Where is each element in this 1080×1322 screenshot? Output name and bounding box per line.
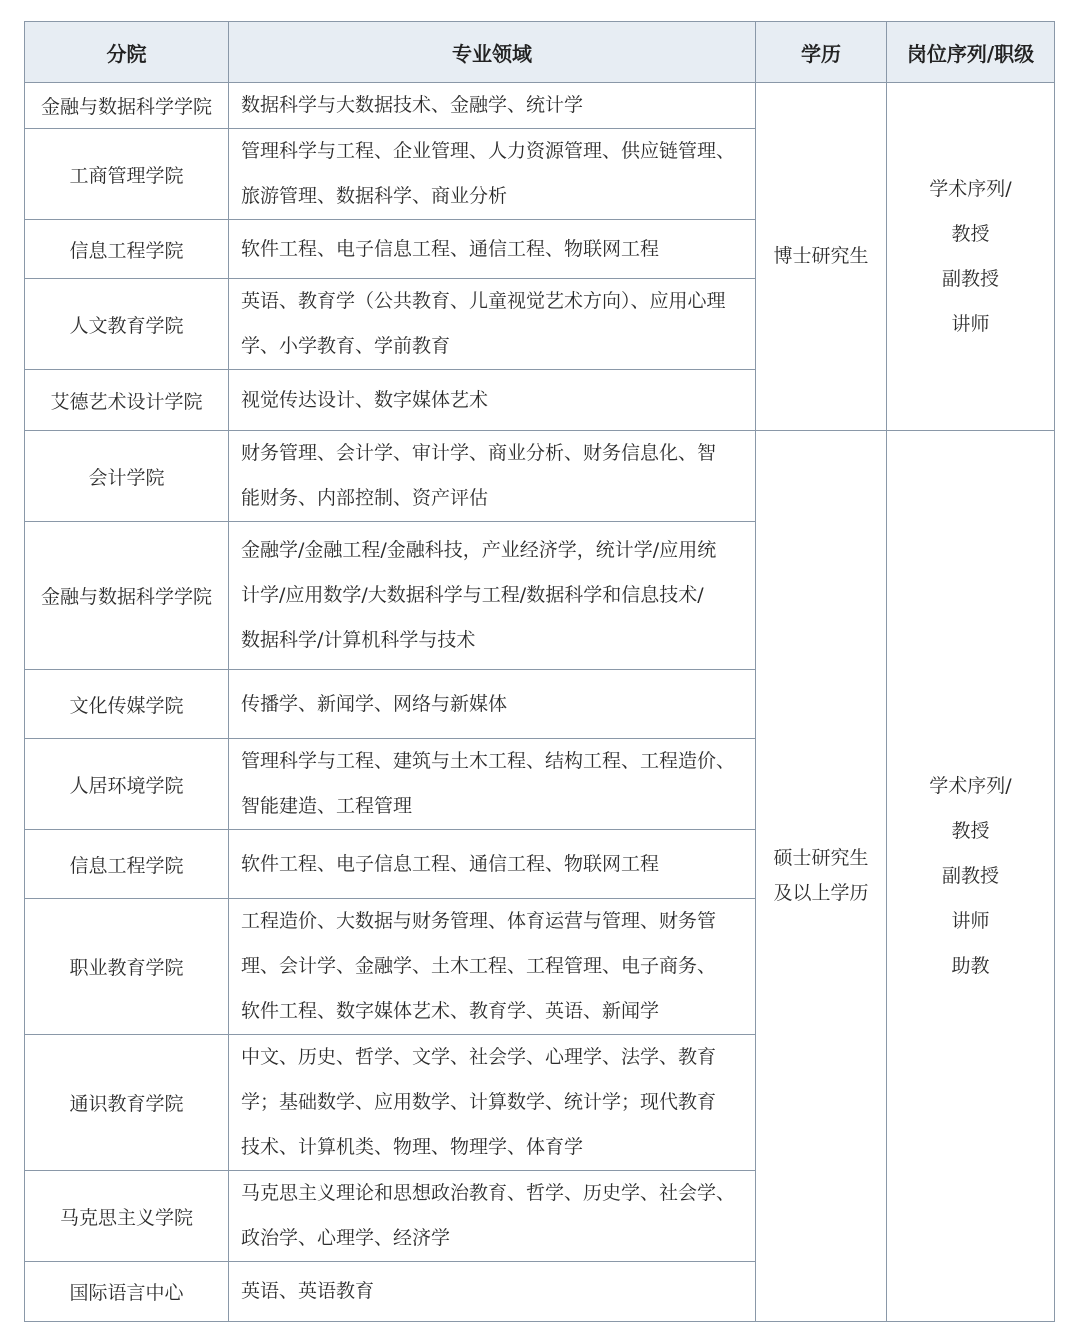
major-cell — [229, 1262, 756, 1322]
major-cell — [229, 83, 756, 129]
major-cell — [229, 1171, 756, 1262]
college-cell: 人文教育学院 — [25, 279, 229, 370]
major-cell — [229, 1035, 756, 1171]
major-line: 软件工程、电子信息工程、通信工程、物联网工程 — [241, 237, 660, 260]
major-cell — [229, 670, 756, 739]
major-line: 数据科学与大数据技术、金融学、统计学 — [241, 94, 584, 116]
degree-line: 及以上学历 — [773, 882, 869, 904]
header-rank: 岗位序列/职级 — [887, 22, 1055, 83]
college-cell: 金融与数据科学学院 — [25, 83, 229, 129]
college-cell: 信息工程学院 — [25, 220, 229, 279]
rank-cell-group1 — [887, 83, 1055, 431]
college-cell: 国际语言中心 — [25, 1262, 229, 1322]
college-cell: 信息工程学院 — [25, 830, 229, 899]
major-line: 学、小学教育、学前教育 — [241, 335, 451, 357]
degree-cell-doctoral — [756, 83, 887, 431]
college-cell: 会计学院 — [25, 431, 229, 522]
major-cell — [229, 522, 756, 670]
rank-cell-group2 — [887, 431, 1055, 1322]
table-row — [25, 431, 1055, 522]
college-cell: 工商管理学院 — [25, 129, 229, 220]
rank-line: 副教授 — [941, 267, 999, 290]
major-line: 能财务、内部控制、资产评估 — [241, 487, 489, 509]
major-line: 中文、历史、哲学、文学、社会学、心理学、法学、教育 — [241, 1046, 717, 1068]
major-cell — [229, 899, 756, 1035]
major-line: 政治学、心理学、经济学 — [241, 1227, 451, 1249]
header-row — [25, 22, 1055, 83]
major-line: 计学/应用数学/大数据科学与工程/数据科学和信息技术/ — [241, 584, 704, 606]
major-line: 技术、计算机类、物理、物理学、体育学 — [241, 1136, 584, 1158]
major-line: 工程造价、大数据与财务管理、体育运营与管理、财务管 — [241, 910, 717, 932]
major-line: 管理科学与工程、建筑与土木工程、结构工程、工程造价、 — [241, 750, 736, 772]
college-cell: 通识教育学院 — [25, 1035, 229, 1171]
major-line: 传播学、新闻学、网络与新媒体 — [241, 692, 508, 715]
major-line: 学；基础数学、应用数学、计算数学、统计学；现代教育 — [241, 1091, 717, 1113]
major-line: 视觉传达设计、数字媒体艺术 — [241, 388, 489, 411]
faculty-recruitment-table — [24, 21, 1055, 1322]
major-cell — [229, 431, 756, 522]
college-cell: 职业教育学院 — [25, 899, 229, 1035]
table-row — [25, 83, 1055, 129]
major-line: 数据科学/计算机科学与技术 — [241, 629, 476, 651]
rank-line: 副教授 — [941, 864, 999, 887]
rank-line: 讲师 — [951, 909, 990, 932]
rank-line: 教授 — [951, 222, 990, 245]
rank-line: 学术序列/ — [929, 177, 1012, 200]
degree-cell-masters — [756, 431, 887, 1322]
college-cell: 艾德艺术设计学院 — [25, 370, 229, 431]
major-cell — [229, 220, 756, 279]
major-line: 旅游管理、数据科学、商业分析 — [241, 185, 508, 207]
rank-line: 学术序列/ — [929, 774, 1012, 797]
major-line: 软件工程、数字媒体艺术、教育学、英语、新闻学 — [241, 1000, 660, 1022]
college-cell: 文化传媒学院 — [25, 670, 229, 739]
rank-line: 助教 — [951, 954, 990, 977]
degree-line: 硕士研究生 — [773, 847, 869, 869]
rank-line: 讲师 — [951, 312, 990, 335]
college-cell: 金融与数据科学学院 — [25, 522, 229, 670]
college-cell: 人居环境学院 — [25, 739, 229, 830]
major-cell — [229, 129, 756, 220]
major-line: 英语、英语教育 — [241, 1280, 375, 1302]
major-line: 财务管理、会计学、审计学、商业分析、财务信息化、智 — [241, 442, 717, 464]
major-cell — [229, 739, 756, 830]
major-line: 智能建造、工程管理 — [241, 795, 413, 817]
major-cell — [229, 279, 756, 370]
header-college: 分院 — [25, 22, 229, 83]
major-line: 理、会计学、金融学、土木工程、工程管理、电子商务、 — [241, 955, 717, 977]
header-degree: 学历 — [756, 22, 887, 83]
major-line: 软件工程、电子信息工程、通信工程、物联网工程 — [241, 852, 660, 875]
header-major: 专业领域 — [229, 22, 756, 83]
major-line: 金融学/金融工程/金融科技，产业经济学，统计学/应用统 — [241, 539, 717, 561]
major-line: 管理科学与工程、企业管理、人力资源管理、供应链管理、 — [241, 140, 736, 162]
major-cell — [229, 370, 756, 431]
major-cell — [229, 830, 756, 899]
college-cell: 马克思主义学院 — [25, 1171, 229, 1262]
degree-line: 博士研究生 — [773, 245, 869, 267]
major-line: 马克思主义理论和思想政治教育、哲学、历史学、社会学、 — [241, 1182, 736, 1204]
rank-line: 教授 — [951, 819, 990, 842]
major-line: 英语、教育学（公共教育、儿童视觉艺术方向）、应用心理 — [241, 290, 726, 312]
